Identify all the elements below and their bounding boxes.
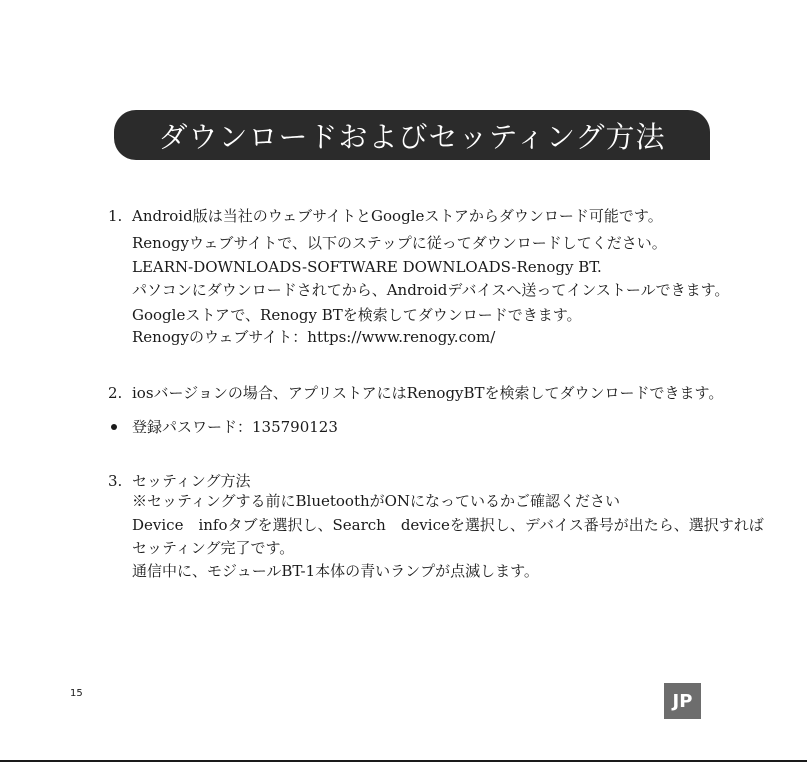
section-3-line-4: セッティング完了です。	[132, 539, 295, 557]
section-1-number: 1.	[108, 207, 123, 225]
section-1-line-1: Android版は当社のウェブサイトとGoogleストアからダウンロード可能です。	[132, 207, 663, 225]
section-3-number: 3.	[108, 472, 123, 490]
section-3-line-5: 通信中に、モジュールBT-1本体の青いランプが点滅します。	[132, 562, 539, 580]
section-1-line-5: Googleストアで、Renogy BTを検索してダウンロードできます。	[132, 306, 582, 324]
bottom-divider	[0, 760, 807, 762]
section-1-line-2: Renogyウェブサイトで、以下のステップに従ってダウンロードしてください。	[132, 234, 667, 252]
section-3-line-3: Device infoタブを選択し、Search deviceを選択し、デバイス番号が出たら、選択すれば	[132, 516, 764, 534]
page-number: 15	[70, 688, 83, 699]
section-1-line-6: Renogyのウェブサイト：https://www.renogy.com/	[132, 328, 496, 346]
password-line: 登録パスワード：135790123	[132, 418, 338, 436]
section-2-number: 2.	[108, 384, 123, 402]
section-3-line-2: ※セッティングする前にBluetoothがONになっているかご確認ください	[132, 492, 621, 510]
language-badge: JP	[664, 683, 701, 719]
section-1-line-3: LEARN-DOWNLOADS-SOFTWARE DOWNLOADS-Renogy BT.	[132, 258, 602, 276]
bullet-icon	[111, 424, 117, 430]
section-3-line-1: セッティング方法	[132, 472, 251, 490]
page-title: ダウンロードおよびセッティング方法	[158, 119, 666, 154]
section-1-line-4: パソコンにダウンロードされてから、Androidデバイスへ送ってインストールできます。	[132, 281, 730, 299]
title-banner	[114, 110, 710, 160]
section-2-line: iosバージョンの場合、アプリストアにはRenogyBTを検索してダウンロードできます。	[132, 384, 724, 402]
